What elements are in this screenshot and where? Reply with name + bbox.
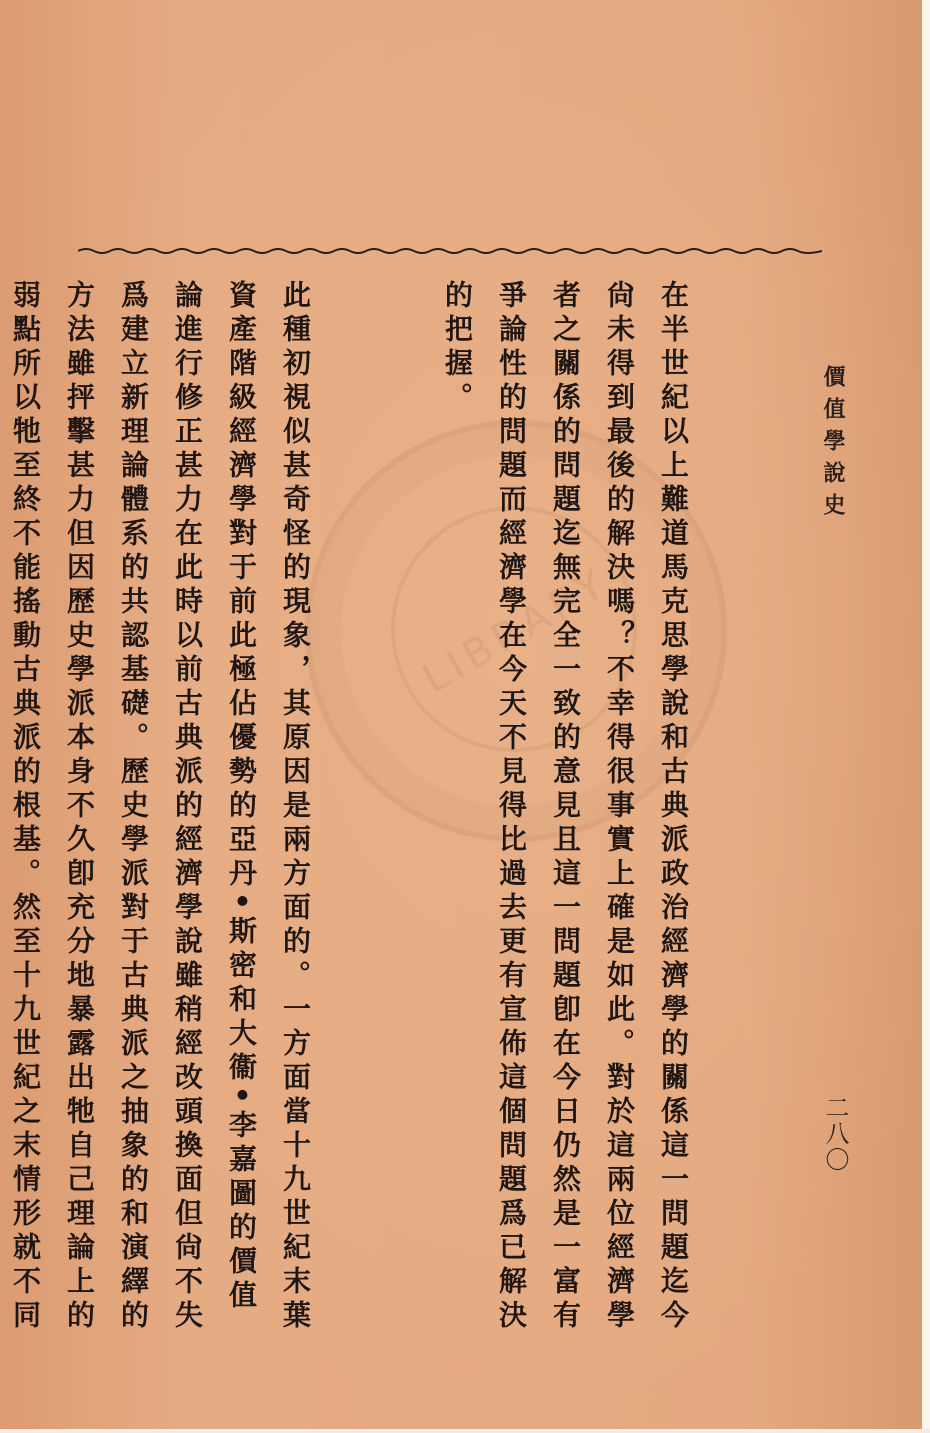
paragraph-1: 在半世紀以上難道馬克思學說和古典派政治經濟學的關係這一問題迄今尙未得到最後的解決嗎？不幸得很事實上確是如此。對於這兩位經濟學者之關係的問題迄無完全一致的意見且這一問題卽在今日仍然是一富有爭論性的問題而經濟學在今天不見得比過去更有宣佈這個問題爲已解決的把握。 — [441, 280, 690, 1334]
header-rule — [78, 246, 822, 256]
page-bottom-margin — [0, 1429, 930, 1433]
library-stamp-text: LIBRARY — [414, 559, 618, 703]
running-title: 價值學說史 — [820, 365, 846, 525]
page-right-margin — [922, 0, 930, 1433]
page-number: 二八〇 — [821, 1095, 849, 1173]
paragraph-2: 此種初視似甚奇怪的現象，其原因是兩方面的。一方面當十九世紀末葉資產階級經濟學對于前此極佔優勢的亞丹•斯密和大衞•李嘉圖的價值論進行修正甚力在此時以前古典派的經濟學說雖稍經改頭換面但尙不失爲建立新理論體系的共認基礎。歷史學派對于古典派之抽象的和演繹的方法雖抨擊甚力但因歷史學派本身不久卽充分地暴露出牠自己理論上的弱點所以牠至終不能搖動古典派的根基。然至十九世紀之末情形就不同 — [9, 280, 312, 1334]
main-text — [9, 280, 808, 1340]
